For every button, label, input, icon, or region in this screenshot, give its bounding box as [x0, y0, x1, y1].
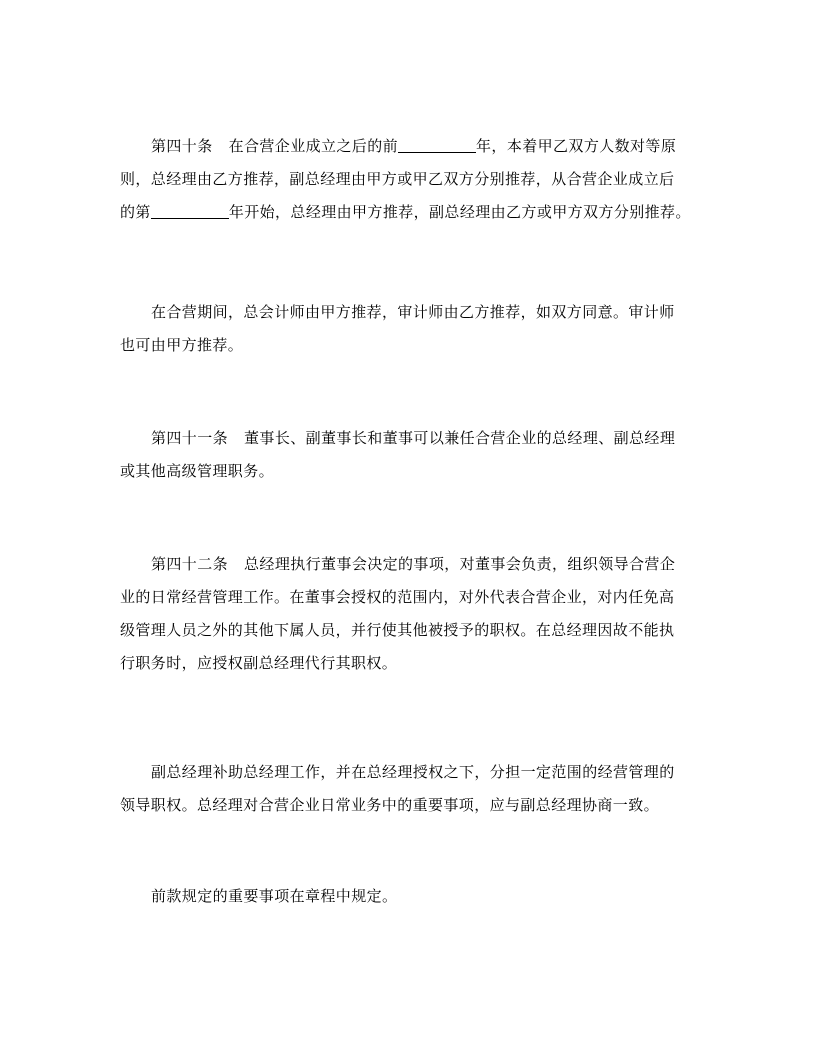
text-line: 前款规定的重要事项在章程中规定。: [151, 887, 398, 905]
text-line: 领导职权。总经理对合营企业日常业务中的重要事项，应与副总经理协商一致。: [120, 796, 660, 814]
text-line: 行职务时，应授权副总经理代行其职权。: [120, 654, 398, 672]
text-segment: 董事长、副董事长和董事可以兼任合营企业的总经理、副总经理: [244, 429, 676, 447]
text-line: 或其他高级管理职务。: [120, 462, 275, 480]
text-segment: 总经理执行董事会决定的事项，对董事会负责，组织领导合营企: [244, 555, 676, 573]
text-line: 在合营期间，总会计师由甲方推荐，审计师由乙方推荐，如双方同意。审计师: [151, 303, 675, 321]
article-number: 第四十一条: [151, 429, 229, 447]
paragraph-important-matters: [120, 880, 700, 913]
text-line: [120, 196, 700, 229]
text-line: [120, 130, 700, 163]
text-line: 级管理人员之外的其他下属人员，并行使其他被授予的职权。在总经理因故不能执: [120, 621, 675, 639]
article-number: 第四十二条: [151, 555, 229, 573]
paragraph-accountant: [120, 296, 700, 362]
text-line: 业的日常经营管理工作。在董事会授权的范围内，对外代表合营企业，对内任免高: [120, 588, 675, 606]
paragraph-article-40: [120, 130, 700, 229]
paragraph-deputy-manager: [120, 756, 700, 822]
fill-in-blank: [398, 137, 476, 153]
text-segment: 在合营企业成立之后的前: [228, 137, 399, 155]
text-line: 副总经理补助总经理工作，并在总经理授权之下，分担一定范围的经营管理的: [151, 763, 675, 781]
text-line: [120, 422, 700, 455]
text-segment: 年，本着甲乙双方人数对等原: [476, 137, 677, 155]
text-line: 则，总经理由乙方推荐，副总经理由甲方或甲乙双方分别推荐，从合营企业成立后: [120, 170, 675, 188]
fill-in-blank: [151, 203, 229, 219]
text-line: 也可由甲方推荐。: [120, 336, 244, 354]
text-segment: 的第: [120, 203, 151, 221]
paragraph-article-41: [120, 422, 700, 488]
text-line: [120, 548, 700, 581]
paragraph-article-42: [120, 548, 700, 680]
text-segment: 年开始，总经理由甲方推荐，副总经理由乙方或甲方双方分别推荐。: [228, 203, 691, 221]
article-number: 第四十条: [151, 137, 213, 155]
